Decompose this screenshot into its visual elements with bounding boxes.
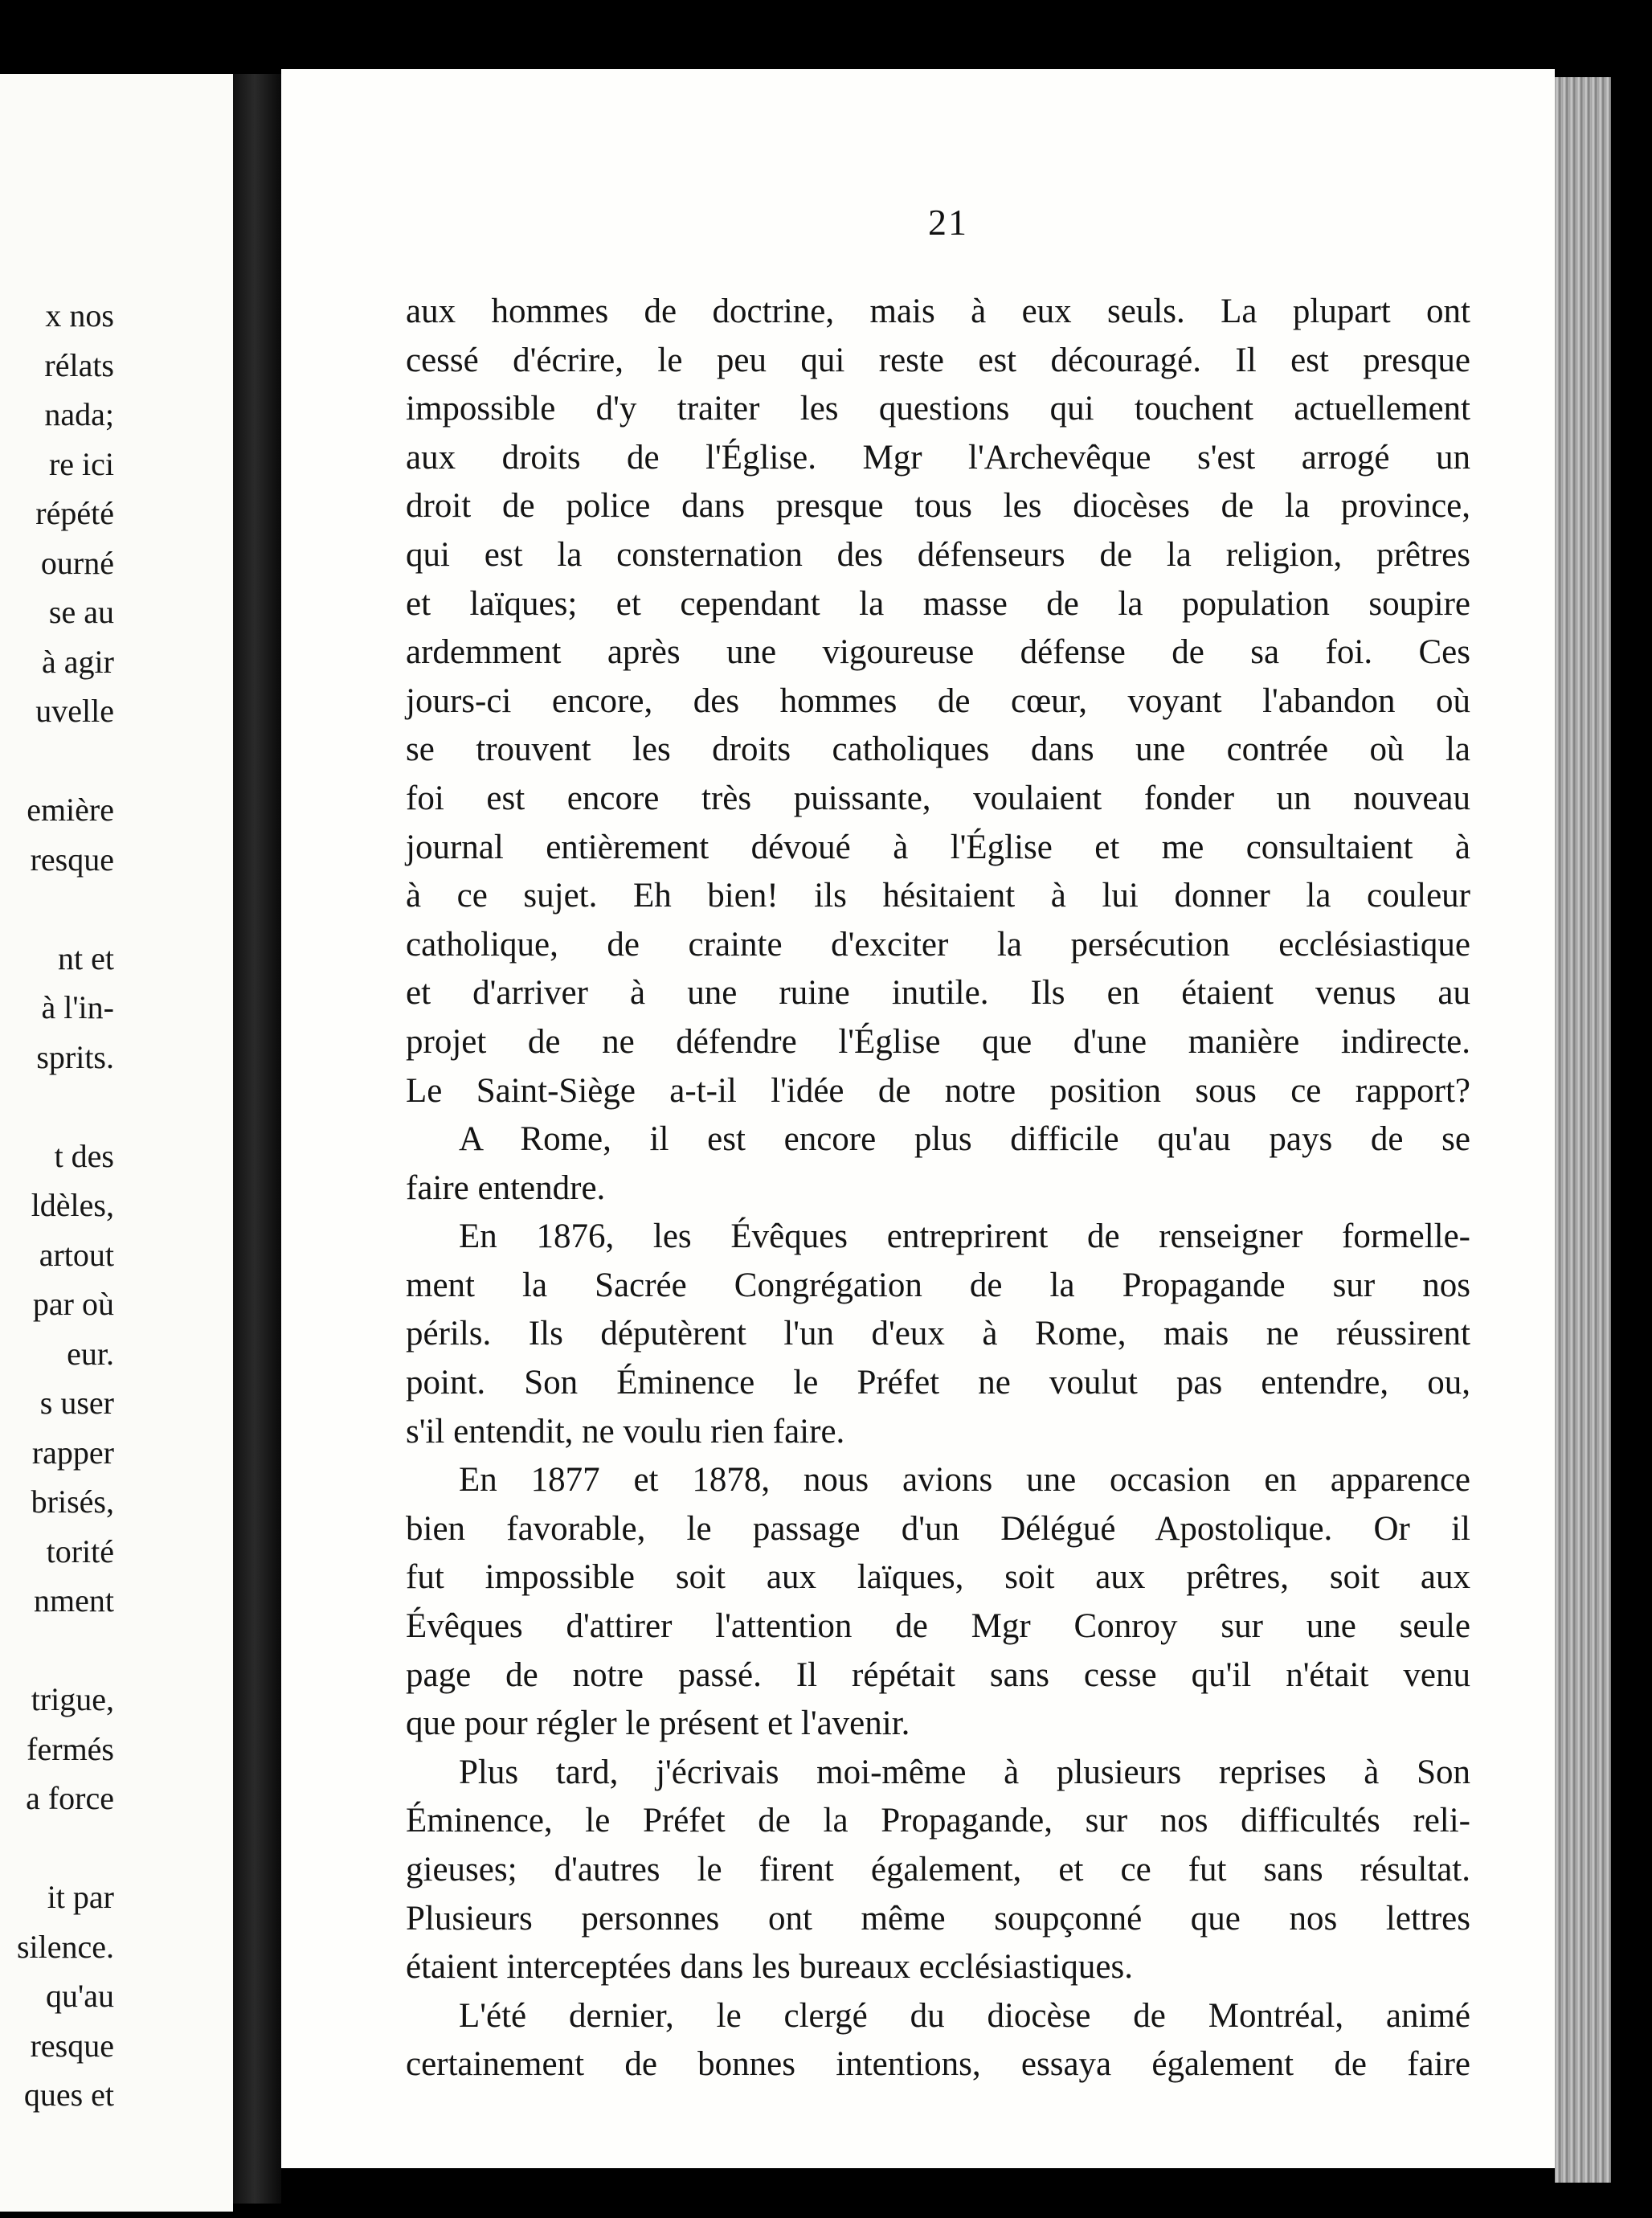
left-page-line: se au	[48, 594, 114, 630]
left-page-line: ques et	[23, 2077, 114, 2113]
left-page-line: artout	[39, 1236, 114, 1273]
text-line: En 1877 et 1878, nous avions une occasion en apparence	[459, 1461, 1470, 1500]
left-page-line	[0, 884, 114, 934]
text-line: bien favorable, le passage d'un Délégué Apostolique. Or il	[406, 1509, 1470, 1548]
left-page-line: brisés,	[31, 1483, 114, 1520]
text-line: jours-ci encore, des hommes de cœur, voyant l'abandon où	[406, 681, 1470, 720]
text-line: Plusieurs personnes ont même soupçonné que nos lettres	[406, 1899, 1470, 1938]
text-line: A Rome, il est encore plus difficile qu'au pays de se	[459, 1120, 1470, 1159]
text-line: gieuses; d'autres le firent également, et ce fut sans résultat.	[406, 1851, 1470, 1889]
left-page-line: rélats	[44, 346, 114, 383]
text-line: ment la Sacrée Congrégation de la Propagande sur nos	[406, 1266, 1470, 1304]
text-line: foi est encore très puissante, voulaient fonder un nouveau	[406, 779, 1470, 817]
body-text	[406, 288, 1470, 2089]
text-line: qui est la consternation des défenseurs de la religion, prêtres	[406, 535, 1470, 574]
left-page-line: x nos	[45, 297, 114, 334]
text-line: Plus tard, j'écrivais moi-même à plusieurs reprises à Son	[459, 1753, 1470, 1791]
text-line: projet de ne défendre l'Église que d'une manière indirecte.	[406, 1022, 1470, 1061]
left-page-line: torité	[46, 1533, 114, 1569]
left-page-line: ldèles,	[31, 1187, 114, 1223]
left-page-line	[0, 1082, 114, 1132]
text-line: En 1876, les Évêques entreprirent de renseigner formelle-	[459, 1217, 1470, 1256]
page-number: 21	[928, 202, 968, 243]
text-line: à ce sujet. Eh bien! ils hésitaient à lui donner la couleur	[406, 877, 1470, 915]
left-page-line: emière	[27, 792, 114, 828]
text-line: page de notre passé. Il répétait sans cesse qu'il n'était venu	[406, 1655, 1470, 1694]
left-page-line: à agir	[42, 643, 114, 680]
left-page-line: rapper	[31, 1434, 114, 1471]
left-page-line: sprits.	[36, 1038, 114, 1075]
left-page-line: nt et	[58, 939, 114, 976]
text-line: s'il entendit, ne voulu rien faire.	[406, 1412, 845, 1451]
book-gutter	[233, 74, 281, 2204]
text-line: L'été dernier, le clergé du diocèse de Montréal, animé	[459, 1996, 1470, 2035]
left-page-line: ourné	[40, 544, 114, 581]
left-page-line: par où	[32, 1286, 114, 1322]
text-line: droit de police dans presque tous les diocèses de la province,	[406, 487, 1470, 526]
text-line: périls. Ils députèrent l'un d'eux à Rome, mais ne réussirent	[406, 1315, 1470, 1353]
text-line: étaient interceptées dans les bureaux ecclésiastiques.	[406, 1948, 1133, 1987]
text-line: Éminence, le Préfet de la Propagande, sur nos difficultés reli-	[406, 1802, 1470, 1840]
left-page-line: qu'au	[46, 1978, 114, 2014]
text-line: aux droits de l'Église. Mgr l'Archevêque s'est arrogé un	[406, 438, 1470, 477]
text-line: que pour régler le présent et l'avenir.	[406, 1704, 910, 1743]
left-page-line: répété	[35, 495, 114, 531]
left-page-line: trigue,	[31, 1681, 114, 1717]
left-page-line: nada;	[44, 396, 114, 432]
left-page-line	[0, 736, 114, 786]
text-line: catholique, de crainte d'exciter la persécution ecclésiastique	[406, 925, 1470, 964]
left-page-line: t des	[54, 1137, 114, 1174]
text-line: ardemment après une vigoureuse défense de sa foi. Ces	[406, 633, 1470, 672]
text-line: cessé d'écrire, le peu qui reste est découragé. Il est presque	[406, 341, 1470, 379]
page-edges	[1555, 77, 1611, 2183]
left-page-line	[0, 1626, 114, 1676]
left-page-line: silence.	[16, 1928, 114, 1965]
text-line: et laïques; et cependant la masse de la population soupire	[406, 584, 1470, 623]
left-page-line: fermés	[27, 1730, 114, 1767]
left-facing-page	[0, 74, 233, 2212]
left-page-line	[0, 1823, 114, 1873]
text-line: Évêques d'attirer l'attention de Mgr Conroy sur une seule	[406, 1607, 1470, 1646]
left-page-line: uvelle	[35, 693, 114, 729]
text-line: certainement de bonnes intentions, essaya également de faire	[406, 2045, 1470, 2084]
text-line: et d'arriver à une ruine inutile. Ils en étaient venus au	[406, 974, 1470, 1013]
text-line: fut impossible soit aux laïques, soit aux prêtres, soit aux	[406, 1558, 1470, 1597]
left-page-line: resque	[30, 841, 114, 878]
text-line: Le Saint-Siège a-t-il l'idée de notre position sous ce rapport?	[406, 1071, 1470, 1110]
text-line: faire entendre.	[406, 1168, 606, 1207]
text-line: journal entièrement dévoué à l'Église et me consultaient à	[406, 828, 1470, 866]
left-page-line: a force	[26, 1780, 114, 1816]
left-page-line: nment	[34, 1582, 114, 1618]
left-page-line: re ici	[48, 445, 114, 482]
left-page-line: eur.	[67, 1335, 114, 1372]
text-line: se trouvent les droits catholiques dans une contrée où la	[406, 730, 1470, 769]
text-line: impossible d'y traiter les questions qui touchent actuellement	[406, 390, 1470, 428]
left-page-line: resque	[30, 2027, 114, 2064]
left-page-line: à l'in-	[41, 989, 114, 1025]
text-line: aux hommes de doctrine, mais à eux seuls. La plupart ont	[406, 293, 1470, 330]
left-page-text-fragments	[0, 291, 114, 2120]
text-line: point. Son Éminence le Préfet ne voulut pas entendre, ou,	[406, 1364, 1470, 1402]
left-page-line: s user	[39, 1385, 114, 1421]
left-page-line: it par	[47, 1879, 114, 1915]
